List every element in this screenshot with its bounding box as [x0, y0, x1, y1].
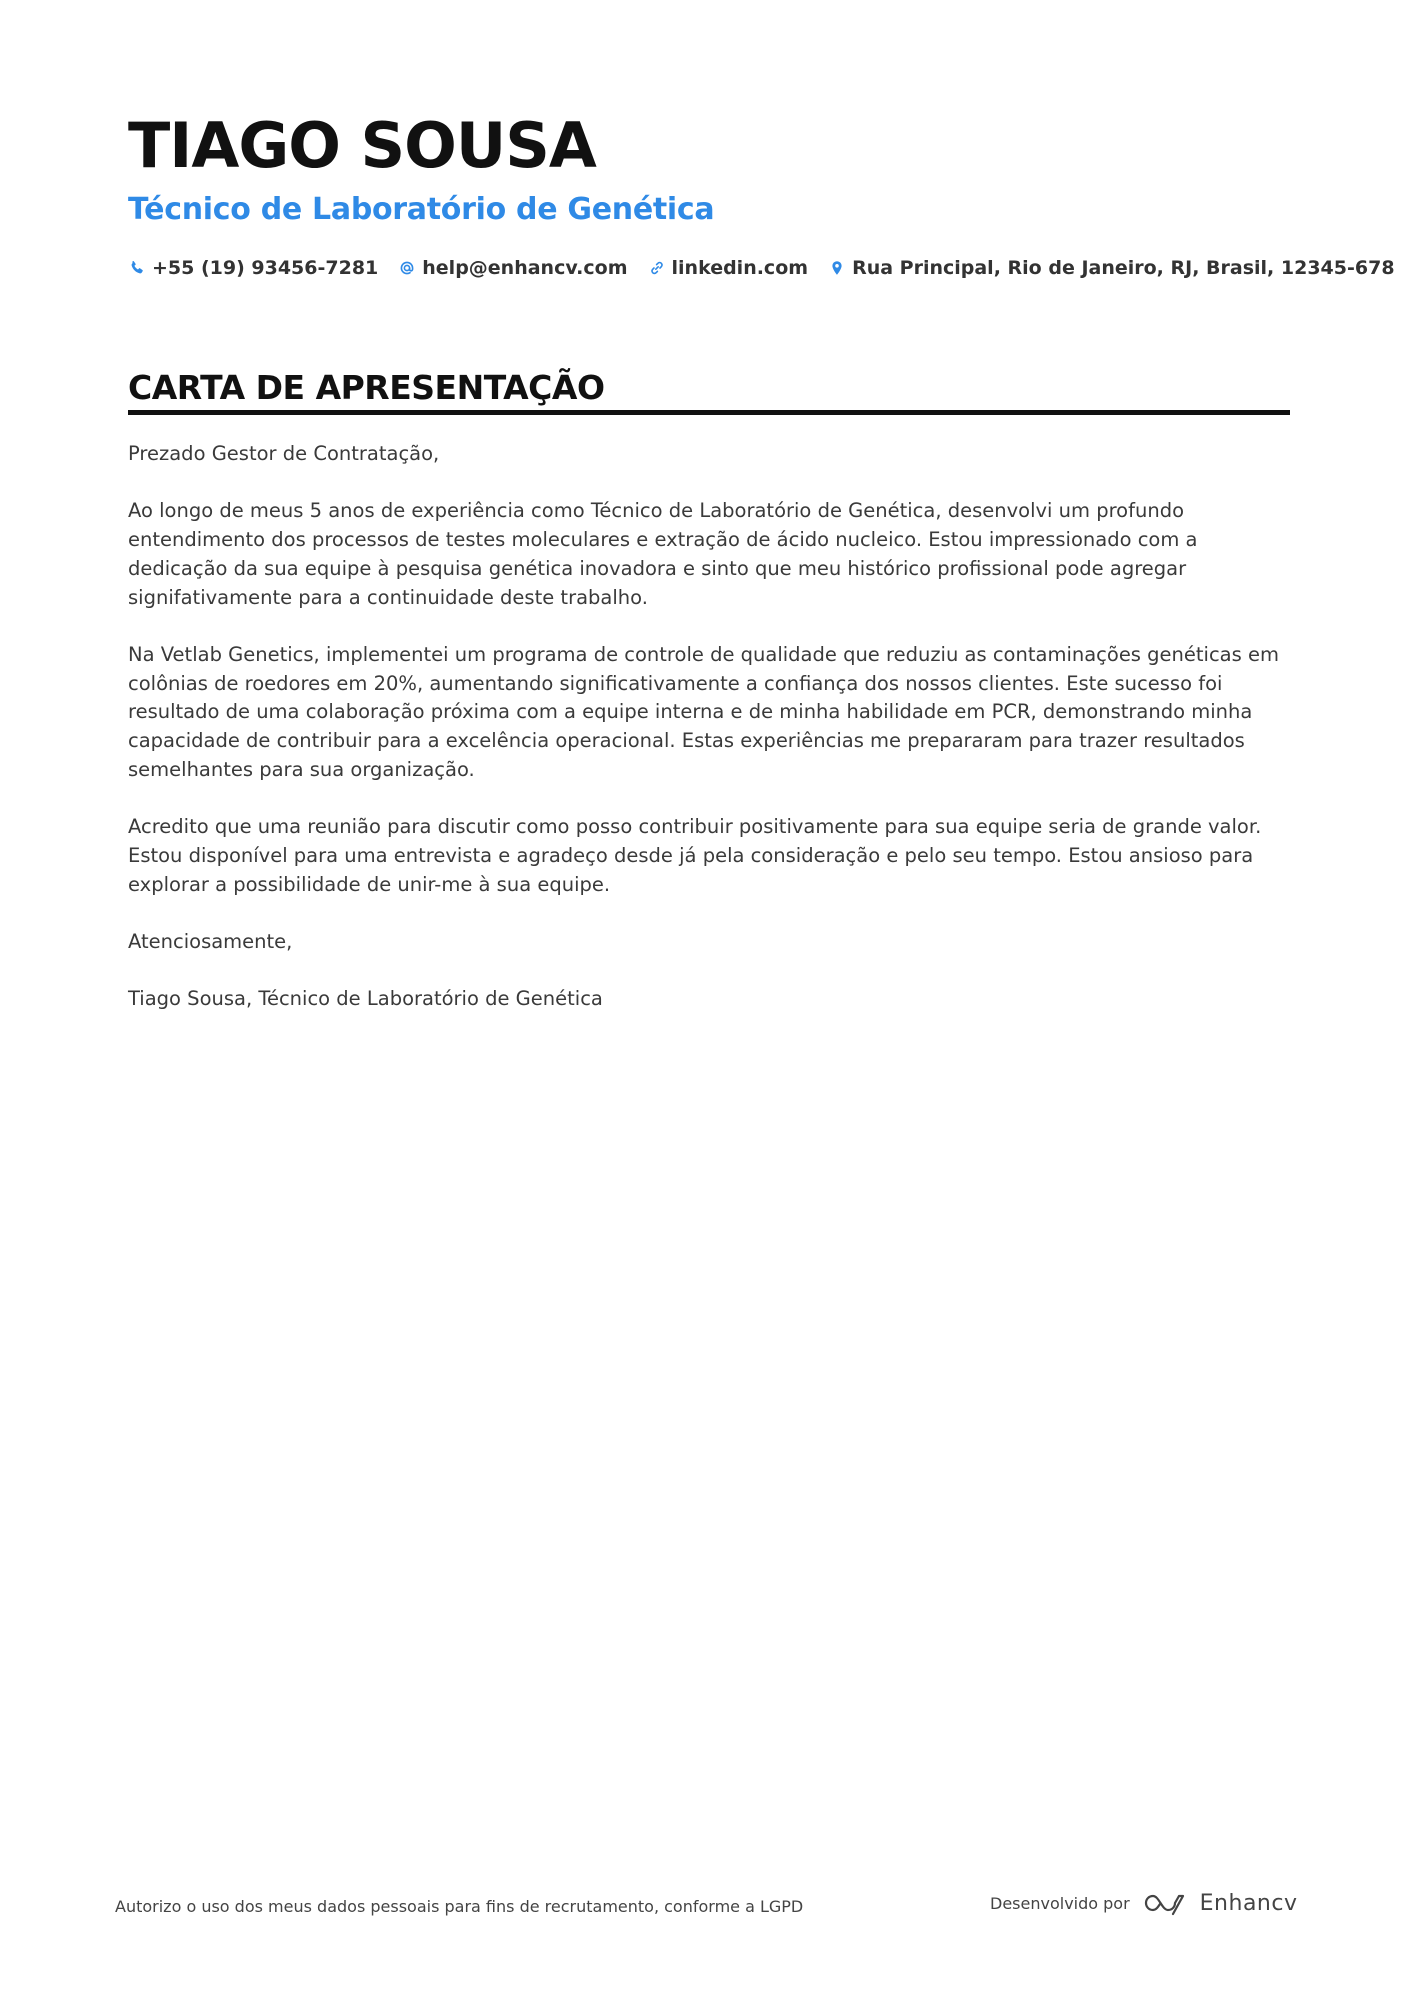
at-icon — [398, 259, 416, 277]
section-divider — [128, 410, 1290, 415]
contact-phone — [128, 254, 378, 282]
letter-signature: Tiago Sousa, Técnico de Laboratório de Genética — [128, 987, 603, 1011]
letter-closing: Atenciosamente, — [128, 929, 293, 953]
contact-address — [828, 254, 1394, 282]
address-text: Rua Principal, Rio de Janeiro, RJ, Brasil, 12345-678 — [852, 257, 1395, 279]
candidate-name: TIAGO SOUSA — [128, 109, 596, 182]
section-title: CARTA DE APRESENTAÇÃO — [128, 368, 605, 407]
letter-paragraph: Na Vetlab Genetics, implementei um programa de controle de qualidade que reduziu as contaminações genéticas em colônias de roedores em 20%, aumentando significativamente a confiança dos nossos clientes. Este sucesso foi resultado de uma colaboração próxima com a equipe interna e de minha habilidade em PCR, demonstrando minha capacidade de contribuir para a excelência operacional. Estas experiências me prepararam para trazer resultados semelhantes para sua organização. — [128, 642, 1279, 781]
contact-bar — [128, 254, 1395, 282]
link-icon — [648, 259, 666, 277]
footer-brand[interactable] — [990, 1890, 1297, 1916]
email-text[interactable]: help@enhancv.com — [422, 257, 628, 279]
powered-by-text: Desenvolvido por — [990, 1893, 1130, 1913]
enhancv-logo-icon — [1142, 1890, 1188, 1916]
letter-paragraph: Ao longo de meus 5 anos de experiência como Técnico de Laboratório de Genética, desenvolvi um profundo entendimento dos processos de testes moleculares e extração de ácido nucleico. Estou impressionado com a dedicação da sua equipe à pesquisa genética inovadora e sinto que meu histórico profissional pode agregar signifativamente para a continuidade deste trabalho. — [128, 499, 1198, 609]
linkedin-text[interactable]: linkedin.com — [671, 257, 809, 279]
letter-paragraph: Acredito que uma reunião para discutir como posso contribuir positivamente para sua equipe seria de grande valor. Estou disponível para uma entrevista e agradeço desde já pela consideração e pelo seu tempo. Estou ansioso para explorar a possibilidade de unir-me à sua equipe. — [128, 815, 1262, 896]
brand-name: Enhancv — [1199, 1890, 1298, 1916]
phone-text: +55 (19) 93456-7281 — [152, 257, 379, 279]
letter-body — [128, 440, 1290, 1043]
phone-icon — [128, 259, 146, 277]
letter-greeting: Prezado Gestor de Contratação, — [128, 442, 440, 465]
contact-email[interactable] — [398, 254, 627, 282]
footer-consent: Autorizo o uso dos meus dados pessoais para fins de recrutamento, conforme a LGPD — [115, 1897, 804, 1916]
location-pin-icon — [828, 259, 846, 277]
contact-linkedin[interactable] — [648, 254, 809, 282]
job-title: Técnico de Laboratório de Genética — [128, 192, 715, 227]
